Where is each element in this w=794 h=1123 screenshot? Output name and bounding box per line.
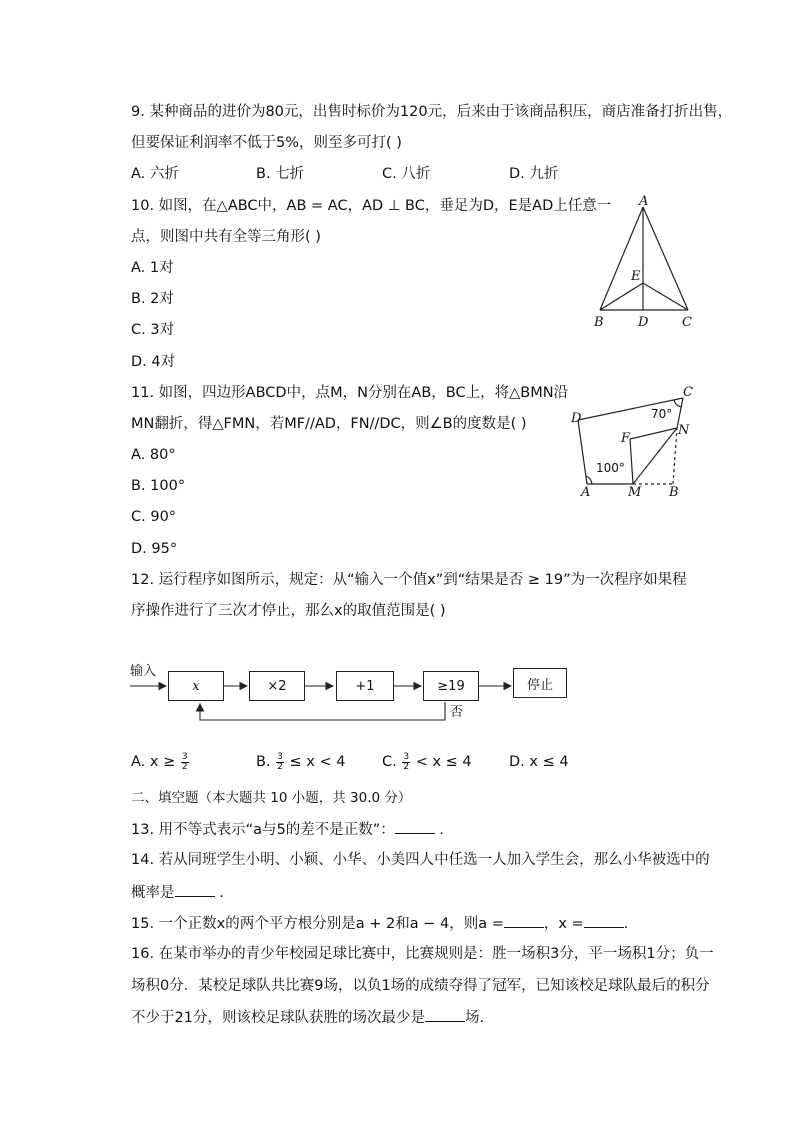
- q11-option-d: D. 95°: [131, 541, 178, 557]
- section-2-heading: 二、填空题（本大题共 10 小题，共 30.0 分）: [131, 790, 412, 806]
- q10-option-c: C. 3对: [131, 322, 175, 338]
- q12-option-b: [256, 752, 345, 772]
- flow-box-x: [168, 671, 224, 701]
- q11-option-b: B. 100°: [131, 478, 186, 494]
- q12-option-b-fraction: [276, 753, 284, 772]
- flow-box-ge19: [423, 671, 479, 701]
- q12-line2: 序操作进行了三次才停止，那么x的取值范围是( ): [131, 603, 446, 619]
- q13-text: 13. 用不等式表示“a与5的差不是正数”：: [131, 822, 395, 838]
- q14-answer-blank: [175, 882, 215, 897]
- q16-line2: 场积0分．某校足球队共比赛9场，以负1场的成绩夺得了冠军，已知该校足球队最后的积分: [131, 978, 710, 994]
- flow-box-times2-label: ×2: [267, 678, 287, 694]
- q16-line3: [131, 1007, 484, 1028]
- q14-line1: 14. 若从同班学生小明、小颖、小华、小美四人中任选一人加入学生会，那么小华被选中的: [131, 852, 710, 868]
- q12-line1: 12. 运行程序如图所示，规定：从“输入一个值x”到“结果是否 ≥ 19”为一次程序如果程: [131, 572, 687, 588]
- q10-option-a: A. 1对: [131, 260, 174, 276]
- q16-answer-blank: [425, 1007, 465, 1022]
- q9-option-d: D. 九折: [509, 166, 559, 182]
- q10-segment-be: [600, 283, 643, 310]
- flow-box-stop-label: 停止: [526, 677, 553, 693]
- q11-option-a: A. 80°: [131, 447, 176, 463]
- q11-label-c: C: [683, 385, 693, 400]
- q10-option-d: D. 4对: [131, 354, 176, 370]
- q9-option-a: A. 六折: [131, 166, 179, 182]
- q11-option-c: C. 90°: [131, 509, 177, 525]
- q12-option-c-pre: C.: [382, 754, 397, 770]
- q11-angle-label-c: 70°: [651, 407, 673, 421]
- q13-answer-blank: [395, 819, 435, 834]
- q10-triangle-figure: [585, 195, 705, 335]
- q10-line2: 点，则图中共有全等三角形( ): [131, 229, 321, 245]
- q16-line1: 16. 在某市举办的青少年校园足球比赛中，比赛规则是：胜一场积3分，平一场积1分；负一: [131, 946, 714, 962]
- q11-angle-label-a: 100°: [596, 461, 625, 475]
- q11-label-b: B: [669, 485, 679, 500]
- flow-box-ge19-label: ≥19: [437, 678, 465, 694]
- q10-label-a: A: [639, 195, 649, 209]
- q12-option-b-frac-num: 3: [277, 751, 283, 762]
- q11-quadrilateral-figure: [565, 382, 705, 502]
- q11-label-a: A: [581, 485, 591, 500]
- q9-option-c: C. 八折: [382, 166, 431, 182]
- q12-option-a-frac-num: 3: [181, 751, 188, 762]
- q15-pre: 15. 一个正数x的两个平方根分别是a + 2和a − 4，则a =: [131, 916, 504, 932]
- q11-label-m: M: [628, 485, 642, 500]
- q12-option-c-fraction: [402, 753, 410, 772]
- q10-line1: 10. 如图，在△ABC中，AB = AC，AD ⊥ BC，垂足为D，E是AD上任意一: [131, 198, 612, 214]
- q12-option-c-frac-den: 2: [403, 761, 410, 772]
- q11-segment-mf: [630, 439, 633, 484]
- q10-side-ab: [600, 207, 643, 310]
- q15-answer-blank-a: [504, 913, 544, 928]
- q10-segment-ce: [643, 283, 688, 310]
- q14-line2: [131, 882, 224, 903]
- q12-option-a: [131, 752, 190, 772]
- q15-mid: ，x =: [543, 916, 584, 932]
- flow-no-label: 否: [450, 705, 464, 720]
- q10-option-b: B. 2对: [131, 291, 174, 307]
- q11-label-f: F: [621, 431, 631, 446]
- flow-box-plus1: [336, 671, 394, 701]
- q11-side-bn-dashed: [673, 428, 677, 484]
- q14-line2-pre: 概率是: [131, 885, 175, 901]
- q12-option-b-frac-den: 2: [277, 761, 283, 772]
- flow-box-times2: [249, 671, 305, 701]
- q9-line1: 9. 某种商品的进价为80元，出售时标价为120元，后来由于该商品积压，商店准备打折出售，: [131, 104, 733, 120]
- q12-option-a-text: A. x ≥: [131, 754, 176, 770]
- q12-option-c-post: < x ≤ 4: [415, 754, 472, 770]
- q10-label-b: B: [594, 315, 604, 330]
- q16-line3-pre: 不少于21分，则该校足球队获胜的场次最少是: [131, 1010, 425, 1026]
- q12-option-b-post: ≤ x < 4: [289, 754, 346, 770]
- q12-option-d: D. x ≤ 4: [509, 754, 569, 770]
- q12-option-a-fraction: [181, 753, 189, 772]
- flow-box-plus1-label: +1: [355, 678, 375, 694]
- flow-box-x-label: x: [192, 678, 200, 694]
- flow-arrow-loop-back: [200, 702, 445, 720]
- q12-option-c-frac-num: 3: [403, 751, 410, 762]
- q11-label-n: N: [678, 423, 690, 438]
- flow-box-stop: [513, 668, 567, 698]
- q12-option-c: [382, 752, 472, 772]
- q10-label-d: D: [638, 315, 649, 330]
- q15-answer-blank-x: [584, 913, 624, 928]
- q15-line: [131, 913, 628, 934]
- q10-side-ac: [643, 207, 688, 310]
- q13-line: [131, 819, 444, 840]
- q11-label-d: D: [571, 411, 582, 426]
- q11-line1: 11. 如图，四边形ABCD中，点M，N分别在AB，BC上，将△BMN沿: [131, 385, 569, 401]
- q13-end: .: [434, 822, 445, 838]
- q10-label-e: E: [631, 269, 641, 284]
- q11-side-da: [578, 420, 587, 484]
- q12-option-a-frac-den: 2: [181, 761, 188, 772]
- q11-angle-arc-c: [674, 400, 681, 407]
- q10-label-c: C: [682, 315, 692, 330]
- q12-option-b-pre: B.: [256, 754, 271, 770]
- flow-input-label: 输入: [130, 664, 157, 679]
- q16-line3-post: 场.: [464, 1010, 485, 1026]
- q9-line2: 但要保证利润率不低于5%，则至多可打( ): [131, 135, 402, 151]
- q15-end: .: [623, 916, 629, 932]
- q14-line2-post: .: [214, 885, 224, 901]
- q9-option-b: B. 七折: [256, 166, 305, 182]
- q11-line2: MN翻折，得△FMN，若MF//AD，FN//DC，则∠B的度数是( ): [131, 416, 527, 432]
